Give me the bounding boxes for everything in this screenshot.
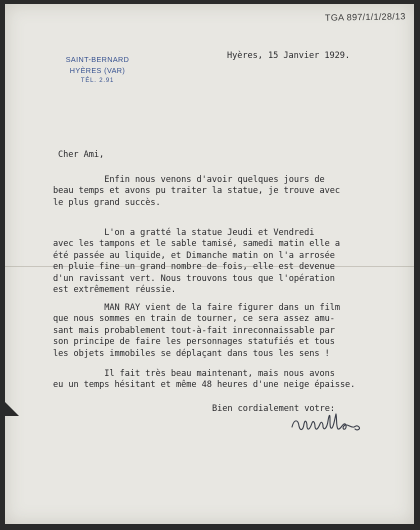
paragraph-1: Enfin nous venons d'avoir quelques jours de beau temps et avons pu traiter la statue, je trouve avec le plus grand succès. (53, 175, 340, 208)
letterhead-tel: TÉL. 2.91 (80, 78, 115, 84)
letterhead-name: SAINT-BERNARD (65, 55, 130, 64)
paragraph-2: L'on a gratté la statue Jeudi et Vendredi avec les tampons et le sable tamisé, samedi matin elle a été passée au liquide, et Dimanche matin on l'a arrosée en pluie fine un grand nombre de fois, elle est devenue d'un ravissant vert. Nous trouvons tous que l'opération est extrêmement réussie. (53, 228, 340, 296)
salutation: Cher Ami, (58, 150, 105, 160)
date-line: Hyères, 15 Janvier 1929. (227, 51, 350, 61)
closing-line: Bien cordialement votre: (212, 404, 335, 414)
paragraph-4: Il fait très beau maintenant, mais nous avons eu un temps hésitant et même 48 heures d'une neige épaisse. (53, 369, 356, 391)
archive-reference: TGA 897/1/1/28/13 (325, 11, 407, 23)
letterhead (45, 55, 150, 87)
torn-corner (5, 402, 19, 416)
paragraph-3: MAN RAY vient de la faire figurer dans un film que nous sommes en train de tourner, ce sera assez amu- sant mais probablement tout-à-fait inreconnaissable par son principe de faire les personnages statufiés et tous les objets immobiles se déplaçant dans tous les sens ! (53, 303, 340, 359)
signature-image (289, 409, 369, 439)
letterhead-city: HYÈRES (VAR) (69, 65, 126, 75)
letter-page (5, 4, 414, 524)
